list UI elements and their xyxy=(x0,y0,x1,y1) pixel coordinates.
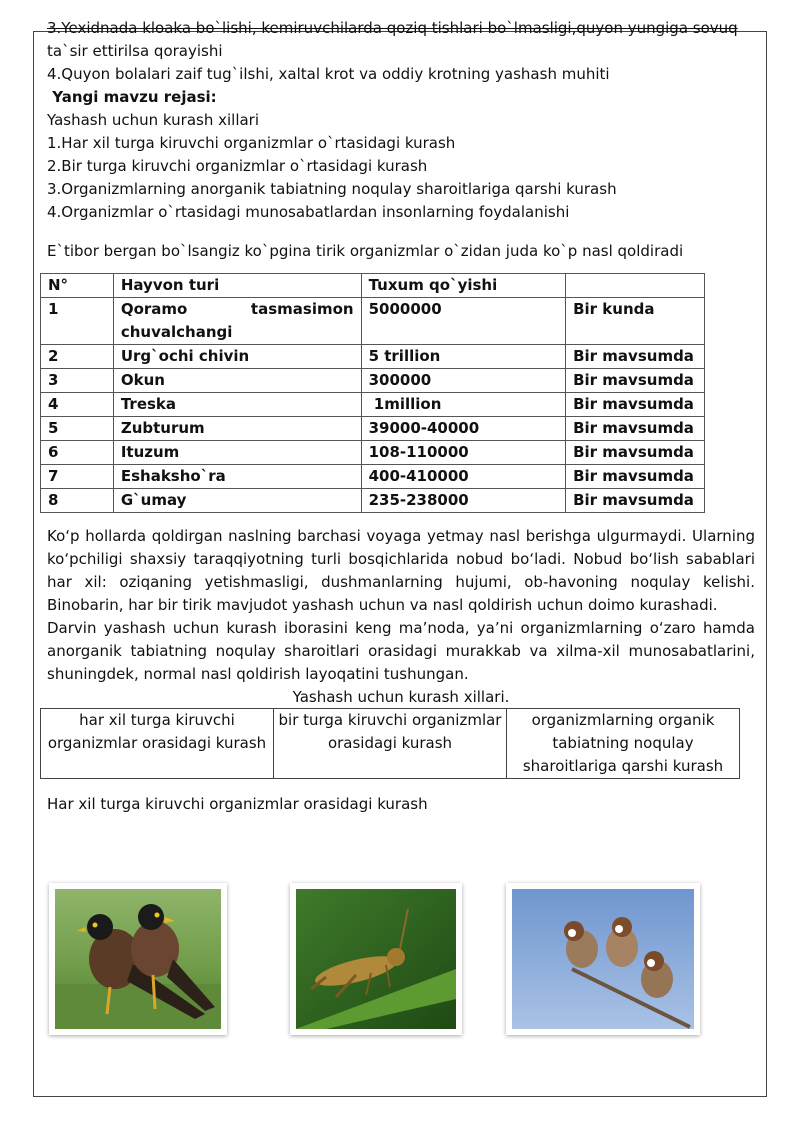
types-caption: Yashash uchun kurash xillari. xyxy=(292,688,510,706)
table-cell: Urg`ochi chivin xyxy=(113,345,361,369)
text-line-2: ta`sir ettirilsa qorayishi xyxy=(47,42,223,60)
table-cell: 39000-40000 xyxy=(361,417,566,441)
table-cell: Bir mavsumda xyxy=(566,441,705,465)
table-cell: Bir mavsumda xyxy=(566,369,705,393)
species-word: Qoramo xyxy=(120,300,188,318)
intro-sentence: E`tibor bergan bo`lsangiz ko`pgina tirik organizmlar o`zidan juda ko`p nasl qoldiradi xyxy=(47,242,684,260)
paragraph-darwin: Darvin yashash uchun kurash iborasini keng ma’noda, ya’ni organizmlarning o‘zaro hamda anorganik tabiatning noqulay sharoitlari orasidagi murakkab va xilma-xil munosabatlarini, shuningdek, normal nasl qoldirish layoqatini tushungan. xyxy=(47,619,755,683)
table-header-cell: Tuxum qo`yishi xyxy=(361,274,566,298)
section-heading: Har xil turga kiruvchi organizmlar orasidagi kurash xyxy=(47,795,428,813)
table-cell: 108-110000 xyxy=(361,441,566,465)
table-cell: Treska xyxy=(113,393,361,417)
species-word: tasmasimon xyxy=(250,300,354,318)
table-header-cell: Hayvon turi xyxy=(113,274,361,298)
sparrows-photo xyxy=(506,883,700,1035)
table-row xyxy=(41,345,705,369)
table-cell: 5000000 xyxy=(361,298,566,345)
table-cell: 8 xyxy=(41,489,114,513)
table-cell: Bir mavsumda xyxy=(566,465,705,489)
plan-item-1: 1.Har xil turga kiruvchi organizmlar o`rtasidagi kurash xyxy=(47,134,456,152)
table-row xyxy=(41,465,705,489)
table-cell: 300000 xyxy=(361,369,566,393)
table-row xyxy=(41,441,705,465)
table-header-row xyxy=(41,274,705,298)
table-cell: organizmlarning organik tabiatning noqulay sharoitlariga qarshi kurash xyxy=(507,709,740,779)
table-cell: 5 xyxy=(41,417,114,441)
table-cell: Okun xyxy=(113,369,361,393)
table-cell: Bir mavsumda xyxy=(566,393,705,417)
table-cell: Ituzum xyxy=(113,441,361,465)
table-row xyxy=(41,709,740,779)
egg-laying-table xyxy=(40,273,705,513)
plan-item-3: 3.Organizmlarning anorganik tabiatning noqulay sharoitlariga qarshi kurash xyxy=(47,180,617,198)
table-cell: 6 xyxy=(41,441,114,465)
plan-item-4: 4.Organizmlar o`rtasidagi munosabatlardan insonlarning foydalanishi xyxy=(47,203,570,221)
table-cell: Bir kunda xyxy=(566,298,705,345)
species-word: chuvalchangi xyxy=(120,323,233,341)
table-cell: bir turga kiruvchi organizmlar orasidagi kurash xyxy=(274,709,507,779)
text-line-1: 3.Yexidnada kloaka bo`lishi, kemiruvchilarda qoziq tishlari bo`lmasligi,quyon yungiga sovuq xyxy=(47,19,738,37)
table-cell: 3 xyxy=(41,369,114,393)
table-cell: 1 xyxy=(41,298,114,345)
document-body xyxy=(47,17,755,816)
struggle-types-table xyxy=(40,708,740,779)
table-cell: G`umay xyxy=(113,489,361,513)
table-cell: 7 xyxy=(41,465,114,489)
grasshopper-photo xyxy=(290,883,462,1035)
table-row xyxy=(41,369,705,393)
table-header-cell xyxy=(566,274,705,298)
table-row xyxy=(41,298,705,345)
table-cell: 235-238000 xyxy=(361,489,566,513)
table-cell: Bir mavsumda xyxy=(566,345,705,369)
table-cell: 2 xyxy=(41,345,114,369)
table-cell: Bir mavsumda xyxy=(566,489,705,513)
table-cell: har xil turga kiruvchi organizmlar orasidagi kurash xyxy=(41,709,274,779)
table-cell: Zubturum xyxy=(113,417,361,441)
photo-row xyxy=(0,883,800,1043)
plan-heading: Yangi mavzu rejasi: xyxy=(47,88,217,106)
plan-item-2: 2.Bir turga kiruvchi organizmlar o`rtasidagi kurash xyxy=(47,157,428,175)
table-cell-species xyxy=(113,298,361,345)
table-cell: 1million xyxy=(361,393,566,417)
table-cell: 4 xyxy=(41,393,114,417)
myna-birds-photo xyxy=(49,883,227,1035)
table-row xyxy=(41,489,705,513)
table-cell: 5 trillion xyxy=(361,345,566,369)
text-line-3: 4.Quyon bolalari zaif tug`ilshi, xaltal krot va oddiy krotning yashash muhiti xyxy=(47,65,610,83)
table-cell: 400-410000 xyxy=(361,465,566,489)
table-row xyxy=(41,417,705,441)
table-cell: Bir mavsumda xyxy=(566,417,705,441)
paragraph-offspring: Ko‘p hollarda qoldirgan naslning barchasi voyaga yetmay nasl berishga ulgurmaydi. Ularning ko‘pchiligi shaxsiy taraqqiyotning turli bosqichlarida nobud bo‘ladi. Nobud bo‘lish sabablari har xil: oziqaning yetishmasligi, dushmanlarning hujumi, ob-havoning noqulay kelishi. Binobarin, har bir tirik mavjudot yashash uchun va nasl qoldirish uchun doimo kurashadi. xyxy=(47,527,755,614)
table-header-cell: N° xyxy=(41,274,114,298)
plan-topic: Yashash uchun kurash xillari xyxy=(47,111,260,129)
table-cell: Eshakshо`ra xyxy=(113,465,361,489)
table-row xyxy=(41,393,705,417)
